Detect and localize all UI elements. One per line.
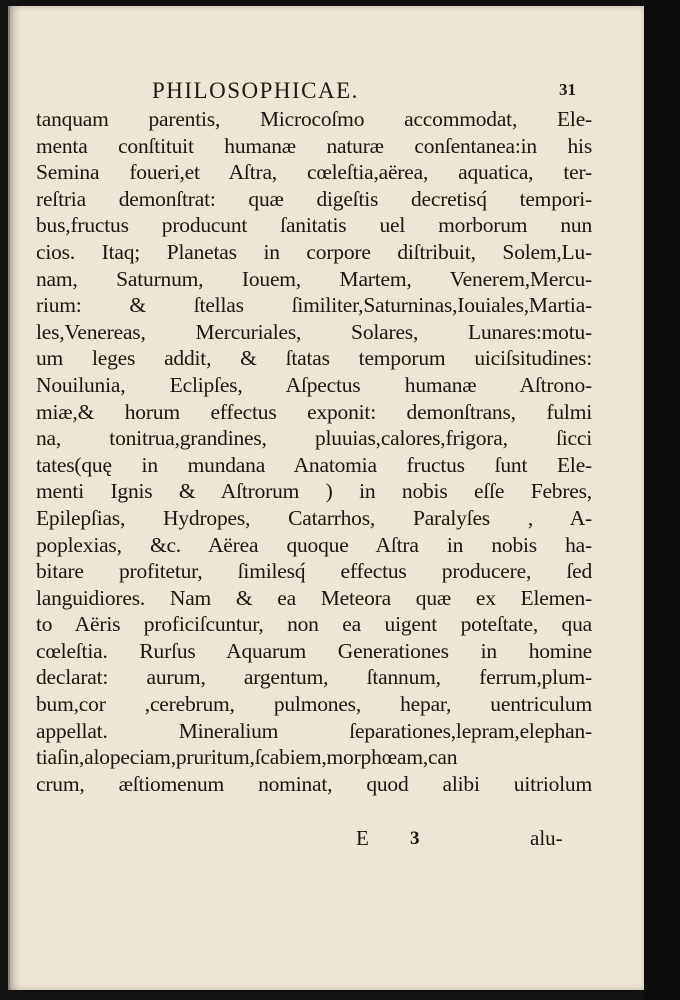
text-line: tanquam parentis, Microcoſmo accommodat, Ele- [36, 107, 592, 131]
text-line: bum,cor ,cerebrum, pulmones, hepar, uentriculum [36, 692, 592, 717]
catchword: alu- [530, 826, 563, 850]
text-line: poplexias, &c. Aërea quoque Aſtra in nobis ha- [36, 532, 592, 557]
text-line: menta conſtituit humanæ naturæ conſentanea:in his [36, 133, 592, 158]
text-line: miæ,& horum effectus exponit: demonſtrans, fulmi [36, 399, 592, 424]
text-line: cœleſtia. Rurſus Aquarum Generationes in homine [36, 638, 592, 663]
page-number: 31 [559, 80, 576, 99]
running-title: PHILOSOPHICAE. [152, 78, 359, 103]
text-line: bus,fructus producunt ſanitatis uel morborum nun [36, 213, 592, 238]
text-line: languidiores. Nam & ea Meteora quæ ex Elemen- [36, 585, 592, 610]
text-line: Semina foueri,et Aſtra, cœleſtia,aërea, aquatica, ter- [36, 160, 592, 185]
text-line: rium: & ſtellas ſimiliter,Saturninas,Iouiales,Martia- [36, 293, 592, 318]
text-line: crum, æſtiomenum nominat, quod alibi uitriolum [36, 771, 592, 796]
signature-mark: E [356, 826, 369, 850]
text-line: les,Venereas, Mercuriales, Solares, Lunares:motu- [36, 319, 592, 344]
text-line: tates(quę in mundana Anatomia fructus ſunt Ele- [36, 452, 592, 477]
text-line: bitare profitetur, ſimilesq́ effectus producere, ſed [36, 559, 592, 584]
text-line: Nouilunia, Eclipſes, Aſpectus humanæ Aſtrono- [36, 372, 592, 397]
text-line: reſtria demonſtrat: quæ digeſtis decretisq́ tempori- [36, 186, 592, 211]
text-line: tiaſin,alopeciam,pruritum,ſcabiem,morphœam,can [36, 745, 458, 770]
text-line: nam, Saturnum, Iouem, Martem, Venerem,Mercu- [36, 266, 592, 291]
text-line: cios. Itaq; Planetas in corpore diſtribuit, Solem,Lu- [36, 239, 592, 264]
text-line: to Aëris proficiſcuntur, non ea uigent poteſtate, qua [36, 612, 592, 637]
text-line: menti Ignis & Aſtrorum ) in nobis eſſe Febres, [36, 479, 592, 504]
page-footer [10, 826, 646, 856]
page-header [10, 78, 646, 108]
text-line: Epilepſias, Hydropes, Catarrhos, Paralyſes , A- [36, 505, 592, 530]
scan-background [644, 0, 680, 1000]
text-line: declarat: aurum, argentum, ſtannum, ferrum,plum- [36, 665, 592, 690]
text-line: um leges addit, & ſtatas temporum uiciſsitudines: [36, 346, 592, 371]
body-text [36, 106, 592, 797]
text-line: appellat. Mineralium ſeparationes,lepram,elephan- [36, 718, 592, 743]
signature-number: 3 [410, 828, 420, 849]
book-page [8, 6, 646, 990]
text-line: na, tonitrua,grandines, pluuias,calores,frigora, ſicci [36, 426, 592, 451]
